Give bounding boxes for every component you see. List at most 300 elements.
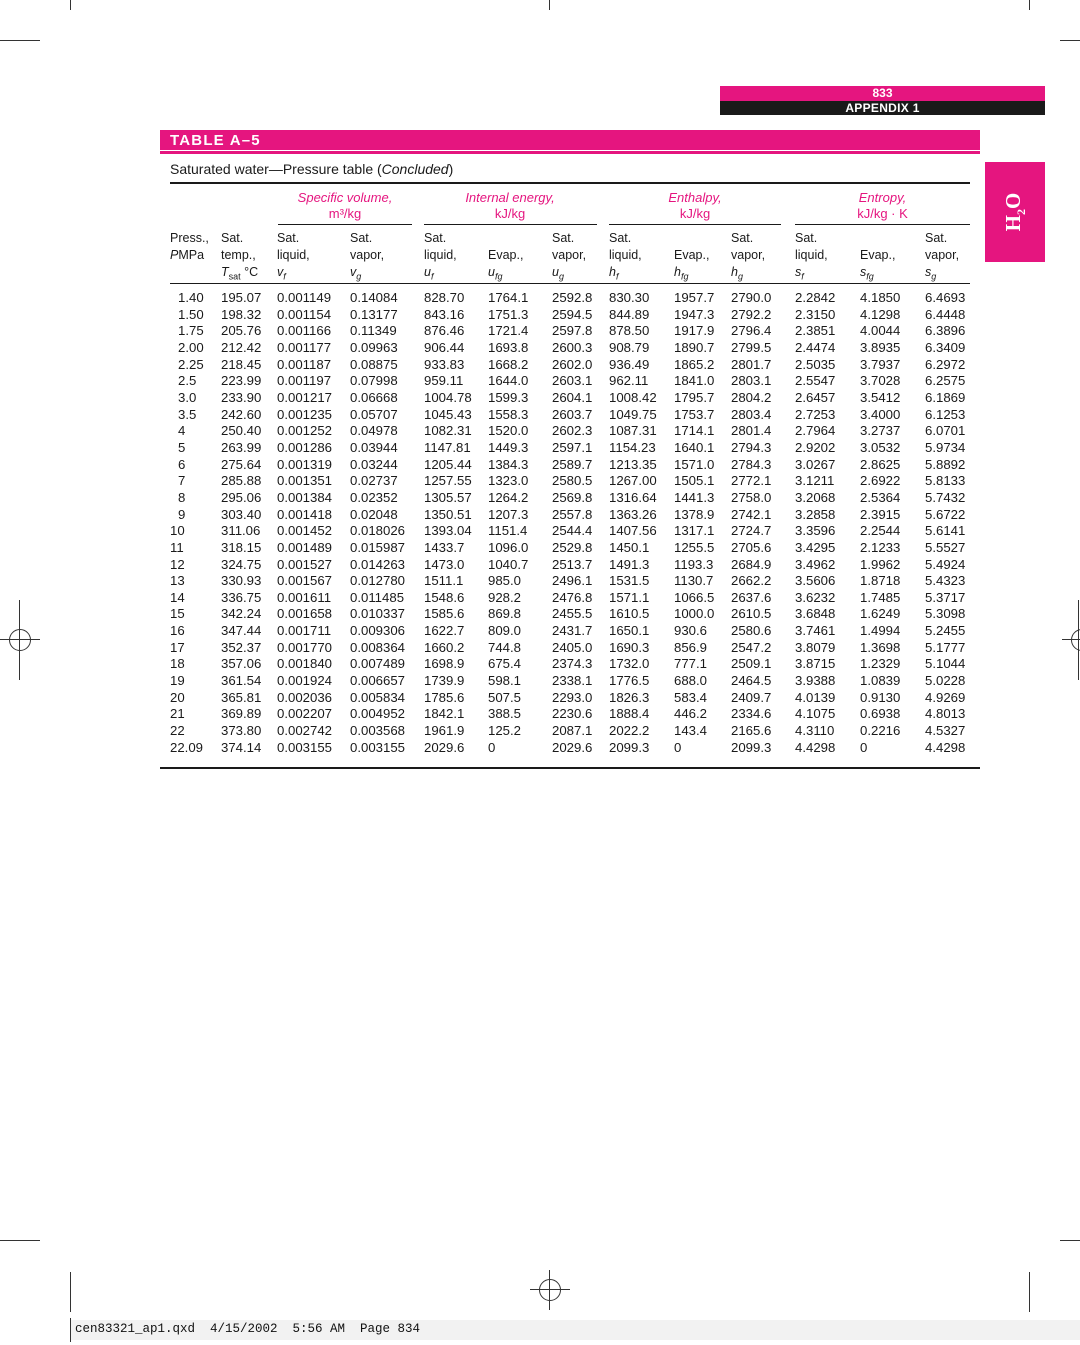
- table-cell: 3.5: [178, 406, 197, 422]
- table-row: [170, 740, 970, 757]
- table-cell: 1207.3: [488, 506, 529, 522]
- table-cell: 1947.3: [674, 306, 715, 322]
- table-row: [170, 656, 970, 673]
- table-cell: 2801.7: [731, 356, 772, 372]
- table-cell: 0.001177: [277, 339, 332, 355]
- table-cell: 2230.6: [552, 706, 593, 722]
- table-cell: 1323.0: [488, 473, 529, 489]
- table-cell: 507.5: [488, 689, 522, 705]
- col-header-vf: Sat. liquid, $v_f$: [277, 231, 310, 282]
- table-cell: 2.2842: [795, 290, 836, 305]
- table-cell: 3.2858: [795, 506, 836, 522]
- table-cell: 11: [170, 539, 184, 555]
- table-cell: 0.004952: [350, 706, 406, 722]
- table-cell: 2.3851: [795, 323, 836, 339]
- table-cell: 2029.6: [424, 739, 465, 755]
- table-cell: 2597.1: [552, 439, 593, 455]
- table-cell: 22: [170, 723, 185, 739]
- table-cell: 0.13177: [350, 306, 398, 322]
- table-cell: 1154.23: [609, 439, 656, 455]
- table-cell: 6.1253: [925, 406, 966, 422]
- table-cell: 1004.78: [424, 389, 472, 405]
- table-cell: 0.001252: [277, 423, 333, 439]
- table-cell: 828.70: [424, 290, 465, 305]
- table-cell: 0.001351: [277, 473, 333, 489]
- table-cell: 0.015987: [350, 539, 406, 555]
- table-row: [170, 473, 970, 490]
- table-cell: 369.89: [221, 706, 262, 722]
- table-cell: 2.9202: [795, 439, 836, 455]
- table-cell: 1693.8: [488, 339, 529, 355]
- table-cell: 2476.8: [552, 589, 593, 605]
- table-cell: 1350.51: [424, 506, 472, 522]
- table-cell: 2544.4: [552, 523, 593, 539]
- table-cell: 930.6: [674, 623, 708, 639]
- table-cell: 1.0839: [860, 673, 901, 689]
- table-cell: 0.001197: [277, 373, 332, 389]
- table-cell: 1753.7: [674, 406, 715, 422]
- table-cell: 1622.7: [424, 623, 465, 639]
- table-cell: 1732.0: [609, 656, 650, 672]
- table-cell: 4.8013: [925, 706, 966, 722]
- table-cell: 0.001149: [277, 290, 332, 305]
- table-cell: 2637.6: [731, 589, 772, 605]
- table-cell: 2513.7: [552, 556, 593, 572]
- table-cell: 4.5327: [925, 723, 966, 739]
- table-cell: 318.15: [221, 539, 262, 555]
- table-cell: 6.1869: [925, 389, 966, 405]
- header-rule: [170, 283, 970, 284]
- table-row: [170, 407, 970, 424]
- table-cell: 1.50: [178, 306, 204, 322]
- table-cell: 17: [170, 639, 185, 655]
- table-cell: 1888.4: [609, 706, 650, 722]
- footer-left-rule: [70, 1318, 71, 1342]
- table-cell: 1049.75: [609, 406, 657, 422]
- col-header-sg: Sat. vapor, $s_g$: [925, 231, 960, 282]
- table-cell: 0.03944: [350, 439, 398, 455]
- table-cell: 0.006657: [350, 673, 406, 689]
- table-cell: 223.99: [221, 373, 262, 389]
- appendix-label: APPENDIX 1: [720, 101, 1045, 115]
- table-cell: 1.75: [178, 323, 204, 339]
- table-cell: 1640.1: [674, 439, 715, 455]
- group-header-entropy: Entropy, kJ/kg · K: [857, 190, 908, 221]
- table-cell: 3.7461: [795, 623, 836, 639]
- table-cell: 2603.1: [552, 373, 593, 389]
- table-cell: 1.7485: [860, 589, 901, 605]
- table-cell: 365.81: [221, 689, 262, 705]
- table-cell: 2724.7: [731, 523, 772, 539]
- table-row: [170, 623, 970, 640]
- table-label: TABLE A–5: [170, 132, 261, 149]
- table-cell: 1751.3: [488, 306, 529, 322]
- table-cell: 1473.0: [424, 556, 465, 572]
- table-cell: 2803.4: [731, 406, 772, 422]
- col-header-hg: Sat. vapor, $h_g$: [731, 231, 766, 282]
- table-row: [170, 507, 970, 524]
- table-cell: 1449.3: [488, 439, 529, 455]
- table-cell: 1082.31: [424, 423, 472, 439]
- table-cell: 1785.6: [424, 689, 465, 705]
- table-cell: 4.3110: [795, 723, 835, 739]
- table-cell: 0.001770: [277, 639, 333, 655]
- crop-mark-top-right-h: [1060, 40, 1080, 41]
- table-cell: 342.24: [221, 606, 262, 622]
- table-cell: 2594.5: [552, 306, 593, 322]
- table-cell: 0.02352: [350, 489, 398, 505]
- table-cell: 336.75: [221, 589, 262, 605]
- col-header-uf: Sat. liquid, $u_f$: [424, 231, 457, 282]
- table-row: [170, 290, 970, 307]
- table-row: [170, 440, 970, 457]
- table-cell: 285.88: [221, 473, 262, 489]
- crop-mark-bottom-left-v: [70, 1272, 71, 1312]
- table-cell: 1650.1: [609, 623, 650, 639]
- col-header-sf: Sat. liquid, $s_f$: [795, 231, 828, 282]
- table-cell: 1087.31: [609, 423, 657, 439]
- table-cell: 2409.7: [731, 689, 772, 705]
- table-cell: 0.08875: [350, 356, 398, 372]
- table-cell: 5.0228: [925, 673, 966, 689]
- table-cell: 198.32: [221, 306, 262, 322]
- table-cell: 2.6457: [795, 389, 836, 405]
- col-header-hfg: Evap., $h_{fg}$: [674, 247, 710, 282]
- table-cell: 2604.1: [552, 389, 593, 405]
- table-cell: 1.4994: [860, 623, 901, 639]
- table-cell: 675.4: [488, 656, 522, 672]
- table-cell: 1000.0: [674, 606, 715, 622]
- table-cell: 6.2972: [925, 356, 966, 372]
- table-cell: 2338.1: [552, 673, 593, 689]
- table-cell: 4: [178, 423, 186, 439]
- table-row: [170, 357, 970, 374]
- table-cell: 0.002036: [277, 689, 333, 705]
- table-cell: 1267.00: [609, 473, 657, 489]
- table-cell: 2099.3: [609, 739, 650, 755]
- table-cell: 0.001711: [277, 623, 332, 639]
- table-cell: 1599.3: [488, 389, 529, 405]
- table-cell: 311.06: [221, 523, 261, 539]
- table-row: [170, 557, 970, 574]
- table-cell: 16: [170, 623, 185, 639]
- footer-slug: cen83321_ap1.qxd 4/15/2002 5:56 AM Page 834: [75, 1322, 421, 1336]
- table-cell: 0.001217: [277, 389, 333, 405]
- table-cell: 218.45: [221, 356, 262, 372]
- table-cell: 21: [170, 706, 185, 722]
- table-row: [170, 423, 970, 440]
- table-cell: 2.25: [178, 356, 204, 372]
- table-cell: 2803.1: [731, 373, 772, 389]
- group-rule-enthalpy: [609, 224, 781, 225]
- table-cell: 1841.0: [674, 373, 715, 389]
- table-row: [170, 690, 970, 707]
- table-cell: 1305.57: [424, 489, 472, 505]
- registration-mark-left: [0, 620, 40, 660]
- table-cell: 1668.2: [488, 356, 529, 372]
- table-cell: 2592.8: [552, 290, 593, 305]
- table-cell: 1008.42: [609, 389, 657, 405]
- table-cell: 2610.5: [731, 606, 772, 622]
- table-cell: 1739.9: [424, 673, 465, 689]
- table-cell: 0.014263: [350, 556, 406, 572]
- table-cell: 1.8718: [860, 573, 901, 589]
- table-cell: 2496.1: [552, 573, 593, 589]
- table-cell: 3.8935: [860, 339, 901, 355]
- table-bottom-rule: [160, 767, 980, 769]
- group-header-specific-volume: Specific volume, m³/kg: [297, 190, 393, 221]
- table-cell: 446.2: [674, 706, 708, 722]
- table-cell: 830.30: [609, 290, 650, 305]
- table-cell: 0.02737: [350, 473, 398, 489]
- table-cell: 5.5527: [925, 539, 966, 555]
- page-header-badge: [720, 86, 1045, 115]
- table-cell: 0.001154: [277, 306, 332, 322]
- table-cell: 0.008364: [350, 639, 406, 655]
- group-header-enthalpy: Enthalpy, kJ/kg: [668, 190, 722, 221]
- table-cell: 1433.7: [424, 539, 465, 555]
- table-cell: 1776.5: [609, 673, 650, 689]
- table-cell: 0.018026: [350, 523, 406, 539]
- table-cell: 0.001235: [277, 406, 333, 422]
- table-row: [170, 573, 970, 590]
- table-cell: 6: [178, 456, 186, 472]
- side-tab-label: $H_2O$: [1000, 192, 1029, 232]
- col-header-hf: Sat. liquid, $h_f$: [609, 231, 642, 282]
- table-cell: 1193.3: [674, 556, 714, 572]
- table-cell: 1505.1: [674, 473, 715, 489]
- table-cell: 3.7028: [860, 373, 901, 389]
- table-cell: 2597.8: [552, 323, 593, 339]
- table-cell: 0.001187: [277, 356, 332, 372]
- table-cell: 1384.3: [488, 456, 529, 472]
- table-cell: 1.3698: [860, 639, 901, 655]
- table-cell: 928.2: [488, 589, 522, 605]
- table-cell: 357.06: [221, 656, 262, 672]
- table-cell: 275.64: [221, 456, 262, 472]
- table-cell: 2165.6: [731, 723, 772, 739]
- table-cell: 2602.3: [552, 423, 593, 439]
- table-cell: 906.44: [424, 339, 465, 355]
- col-header-pressure: Press., PMPa: [170, 231, 209, 262]
- registration-mark-right: [1062, 620, 1080, 660]
- table-cell: 908.79: [609, 339, 650, 355]
- table-cell: 843.16: [424, 306, 465, 322]
- table-cell: 388.5: [488, 706, 522, 722]
- table-cell: 212.42: [221, 339, 262, 355]
- table-cell: 1.40: [178, 290, 204, 305]
- table-row: [170, 673, 970, 690]
- table-cell: 324.75: [221, 556, 262, 572]
- table-cell: 2796.4: [731, 323, 772, 339]
- table-cell: 1441.3: [674, 489, 715, 505]
- table-cell: 1407.56: [609, 523, 657, 539]
- table-row: [170, 590, 970, 607]
- table-cell: 2.5: [178, 373, 197, 389]
- table-cell: 4.0139: [795, 689, 836, 705]
- table-cell: 2801.4: [731, 423, 772, 439]
- table-cell: 361.54: [221, 673, 262, 689]
- table-cell: 1610.5: [609, 606, 650, 622]
- table-cell: 0.003155: [350, 739, 406, 755]
- table-cell: 5.4924: [925, 556, 966, 572]
- table-cell: 1558.3: [488, 406, 529, 422]
- table-row: [170, 723, 970, 740]
- table-cell: 1255.5: [674, 539, 715, 555]
- table-cell: 1865.2: [674, 356, 715, 372]
- table-cell: 3.0: [178, 389, 197, 405]
- table-cell: 1205.44: [424, 456, 472, 472]
- table-cell: 4.4298: [925, 739, 966, 755]
- table-cell: 583.4: [674, 689, 708, 705]
- table-cell: 352.37: [221, 639, 262, 655]
- table-cell: 22.09: [170, 739, 204, 755]
- crop-mark-top-right-v: [1029, 0, 1030, 10]
- table-row: [170, 390, 970, 407]
- table-cell: 744.8: [488, 639, 522, 655]
- table-cell: 1096.0: [488, 539, 529, 555]
- table-cell: 0.9130: [860, 689, 901, 705]
- table-cell: 1585.6: [424, 606, 465, 622]
- table-cell: 1130.7: [674, 573, 714, 589]
- registration-mark-bottom: [530, 1270, 570, 1310]
- table-cell: 1264.2: [488, 489, 529, 505]
- table-cell: 2772.1: [731, 473, 772, 489]
- col-header-vg: Sat. vapor, $v_g$: [350, 231, 385, 282]
- table-cell: 777.1: [674, 656, 708, 672]
- table-cell: 1660.2: [424, 639, 465, 655]
- table-cell: 1040.7: [488, 556, 529, 572]
- table-cell: 4.1850: [860, 290, 901, 305]
- table-cell: 2405.0: [552, 639, 593, 655]
- table-cell: 598.1: [488, 673, 522, 689]
- table-cell: 0: [488, 739, 496, 755]
- table-cell: 3.8715: [795, 656, 836, 672]
- saturated-water-table: [170, 290, 970, 756]
- table-cell: 7: [178, 473, 186, 489]
- table-cell: 1826.3: [609, 689, 650, 705]
- table-cell: 3.3596: [795, 523, 836, 539]
- table-cell: 856.9: [674, 639, 708, 655]
- table-cell: 1571.0: [674, 456, 715, 472]
- table-cell: 1.2329: [860, 656, 901, 672]
- crop-mark-bottom-right-h: [1060, 1240, 1080, 1241]
- crop-mark-top-left-h: [0, 40, 40, 41]
- table-cell: 242.60: [221, 406, 262, 422]
- table-cell: 1698.9: [424, 656, 465, 672]
- table-row: [170, 340, 970, 357]
- table-cell: 2431.7: [552, 623, 593, 639]
- table-cell: 4.1075: [795, 706, 836, 722]
- table-cell: 5.9734: [925, 439, 966, 455]
- table-cell: 0.11349: [350, 323, 397, 339]
- table-cell: 5.7432: [925, 489, 966, 505]
- caption-rule: [170, 182, 970, 184]
- table-cell: 2.2544: [860, 523, 901, 539]
- table-cell: 2758.0: [731, 489, 772, 505]
- table-cell: 2.5364: [860, 489, 901, 505]
- table-cell: 2374.3: [552, 656, 593, 672]
- table-row: [170, 323, 970, 340]
- crop-mark-top-center-v: [549, 0, 550, 10]
- table-cell: 330.93: [221, 573, 262, 589]
- table-cell: 0.6938: [860, 706, 901, 722]
- table-cell: 0.012780: [350, 573, 406, 589]
- table-cell: 347.44: [221, 623, 262, 639]
- table-cell: 0.06668: [350, 389, 398, 405]
- table-cell: 2.7253: [795, 406, 836, 422]
- table-cell: 1213.35: [609, 456, 657, 472]
- table-cell: 0.003568: [350, 723, 406, 739]
- table-cell: 5.3717: [925, 589, 966, 605]
- table-cell: 3.4962: [795, 556, 836, 572]
- table-cell: 1045.43: [424, 406, 472, 422]
- table-cell: 12: [170, 556, 185, 572]
- table-cell: 4.0044: [860, 323, 901, 339]
- table-cell: 878.50: [609, 323, 650, 339]
- table-cell: 1644.0: [488, 373, 529, 389]
- table-cell: 303.40: [221, 506, 262, 522]
- table-cell: 0.07998: [350, 373, 398, 389]
- table-cell: 4.4298: [795, 739, 836, 755]
- table-row: [170, 606, 970, 623]
- col-header-sfg: Evap., $s_{fg}$: [860, 247, 896, 282]
- table-cell: 20: [170, 689, 185, 705]
- table-cell: 5.1777: [925, 639, 966, 655]
- table-cell: 876.46: [424, 323, 465, 339]
- table-cell: 1531.5: [609, 573, 650, 589]
- table-cell: 2790.0: [731, 290, 772, 305]
- table-cell: 3.2068: [795, 489, 836, 505]
- col-header-sat-temp: Sat. temp., $T_{sat}$ °C: [221, 231, 259, 282]
- col-header-ufg: Evap., $u_{fg}$: [488, 247, 524, 282]
- table-cell: 809.0: [488, 623, 522, 639]
- table-row: [170, 523, 970, 540]
- group-rule-internal-energy: [424, 224, 597, 225]
- table-cell: 3.5412: [860, 389, 901, 405]
- table-row: [170, 373, 970, 390]
- table-cell: 2087.1: [552, 723, 593, 739]
- table-cell: 985.0: [488, 573, 522, 589]
- table-cell: 0.14084: [350, 290, 398, 305]
- table-cell: 2705.6: [731, 539, 772, 555]
- table-cell: 959.11: [424, 373, 464, 389]
- table-cell: 6.0701: [925, 423, 966, 439]
- table-cell: 1316.64: [609, 489, 657, 505]
- table-cell: 5.3098: [925, 606, 966, 622]
- table-cell: 0.005834: [350, 689, 406, 705]
- table-cell: 3.8079: [795, 639, 836, 655]
- table-cell: 0.001924: [277, 673, 333, 689]
- table-cell: 1450.1: [609, 539, 650, 555]
- table-cell: 295.06: [221, 489, 262, 505]
- table-cell: 3.6848: [795, 606, 836, 622]
- table-cell: 0.03244: [350, 456, 398, 472]
- table-cell: 2.5547: [795, 373, 836, 389]
- table-cell: 869.8: [488, 606, 522, 622]
- table-cell: 1890.7: [674, 339, 715, 355]
- table-cell: 2600.3: [552, 339, 593, 355]
- table-cell: 0.02048: [350, 506, 398, 522]
- table-cell: 1.9962: [860, 556, 901, 572]
- group-header-internal-energy: Internal energy, kJ/kg: [465, 190, 555, 221]
- table-cell: 5.4323: [925, 573, 966, 589]
- table-row: [170, 457, 970, 474]
- table-cell: 1511.1: [424, 573, 464, 589]
- table-cell: 9: [178, 506, 186, 522]
- table-cell: 1714.1: [674, 423, 715, 439]
- table-cell: 250.40: [221, 423, 262, 439]
